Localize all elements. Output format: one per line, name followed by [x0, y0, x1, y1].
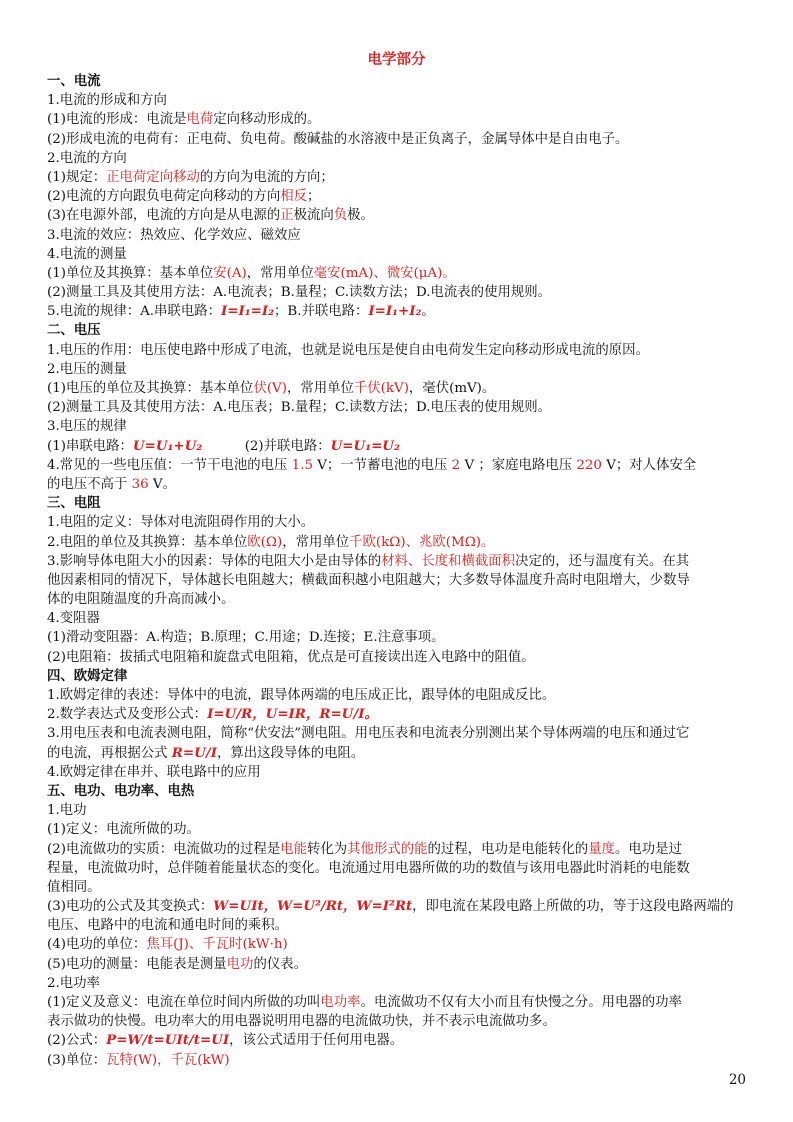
- text-segment: 一、电流: [47, 73, 101, 89]
- text-segment: 1.欧姆定律的表述：导体中的电流，跟导体两端的电压成正比，跟导体的电阻成反比。: [47, 688, 556, 703]
- text-segment: 1.电压的作用：电压使电路中形成了电流，也就是说电压是使自由电荷发生定向移动形成电流的原因。: [47, 342, 649, 358]
- text-line: [47, 398, 747, 417]
- text-segment: 4.常见的一些电压值：一节干电池的电压: [47, 457, 292, 473]
- text-segment: 电压、电路中的电流和通电时间的乘积。: [47, 918, 289, 934]
- text-line: [47, 648, 747, 667]
- text-line: [47, 168, 747, 187]
- text-segment: 四、欧姆定律: [47, 667, 128, 684]
- highlighted-text: 正: [280, 208, 294, 224]
- text-line: [47, 226, 747, 245]
- highlighted-text: 其他形式的能: [347, 841, 428, 857]
- highlighted-text: 电荷: [186, 112, 214, 128]
- text-segment: (5)电功的测量：电能表是测量: [47, 956, 227, 972]
- text-line: [47, 686, 747, 705]
- text-line: [47, 475, 747, 494]
- text-segment: 2.电功率: [47, 975, 100, 991]
- highlighted-text: I=I₁+I₂: [368, 303, 422, 320]
- text-segment: 2.数学表达式及变形公式：: [47, 707, 208, 723]
- highlighted-text: 焦耳(J)、千瓦时(kW·h): [146, 937, 288, 953]
- text-segment: (1)规定：: [47, 169, 107, 185]
- text-segment: (3)单位：: [47, 1052, 107, 1068]
- text-line: [47, 724, 747, 743]
- text-segment: 。电功是过: [614, 841, 682, 857]
- highlighted-text: U=U₁=U₂: [330, 437, 400, 454]
- highlighted-text: 36: [131, 476, 149, 492]
- text-segment: 的电压不高于: [47, 476, 132, 492]
- highlighted-text: 千伏(kV): [353, 381, 409, 396]
- highlighted-text: 伏(V): [253, 381, 287, 396]
- text-segment: ；B.并联电路：: [273, 304, 369, 320]
- text-line: [47, 206, 747, 225]
- text-line: [47, 878, 747, 897]
- highlighted-text: 2: [451, 457, 461, 473]
- text-segment: 2.电流的方向: [47, 150, 127, 166]
- text-line: [47, 552, 747, 571]
- text-line: [47, 744, 747, 763]
- text-segment: 三、电阻: [47, 495, 101, 512]
- text-line: [47, 590, 747, 609]
- text-segment: (2)测量工具及其使用方法：A.电流表；B.量程；C.读数方法；D.电流表的使用规则。: [47, 285, 552, 301]
- text-segment: V；对人体安全: [601, 457, 697, 473]
- text-line: [47, 955, 747, 974]
- text-segment: 2.电压的测量: [47, 361, 127, 377]
- highlighted-text: 安(A): [213, 265, 247, 281]
- text-segment: 1.电阻的定义：导体对电流阻碍作用的大小。: [47, 515, 315, 531]
- highlighted-text: P=W/t=UIt/t=UI: [106, 1032, 230, 1049]
- text-segment: 的过程，电功是电能转化的: [427, 841, 589, 857]
- text-segment: (2)公式：: [47, 1033, 107, 1049]
- text-segment: (3)在电源外部，电流的方向是从电源的: [47, 208, 281, 224]
- text-line: [47, 417, 747, 436]
- text-segment: 1.电流的形成和方向: [47, 93, 167, 109]
- text-line: [47, 437, 747, 456]
- text-line: [47, 1031, 747, 1050]
- text-segment: 的电流，再根据公式: [47, 745, 172, 761]
- text-segment: 的方向为电流的方向；: [199, 169, 334, 185]
- text-segment: 极流向: [293, 208, 334, 224]
- text-segment: 体的电阻随温度的升高而减小。: [47, 592, 235, 608]
- text-segment: (1)电压的单位及其换算：基本单位: [47, 381, 254, 396]
- text-segment: 1.电功: [47, 803, 87, 819]
- highlighted-text: 负: [333, 208, 348, 224]
- text-line: [47, 456, 747, 475]
- text-segment: ，该公式适用于任何用电器。: [229, 1033, 404, 1049]
- highlighted-text: 电功率: [320, 995, 361, 1010]
- text-segment: 4.变阻器: [47, 611, 100, 627]
- text-line: [47, 264, 747, 283]
- text-line: [47, 283, 747, 302]
- text-segment: 表示做功的快慢。电功率大的用电器说明用电器的电流做功快，并不表示电流做功多。: [47, 1014, 556, 1030]
- text-segment: 五、电功、电功率、电热: [47, 782, 195, 799]
- text-segment: 4.欧姆定律在串并、联电路中的应用: [47, 764, 261, 780]
- highlighted-text: 相反: [280, 189, 307, 205]
- section-heading: [47, 321, 747, 340]
- text-segment: 定向移动形成的。: [213, 112, 321, 128]
- text-segment: ，即电流在某段电路上所做的功，等于这段电路两端的: [412, 899, 734, 915]
- text-line: [47, 859, 747, 878]
- highlighted-text: 千欧(kΩ)、兆欧(MΩ)。: [349, 534, 495, 550]
- page-number: 20: [728, 1072, 746, 1088]
- text-line: [47, 187, 747, 206]
- highlighted-text: 电能: [280, 841, 307, 857]
- text-line: [47, 897, 747, 916]
- text-line: [47, 609, 747, 628]
- text-segment: 他因素相同的情况下，导体越长电阻越大；横截面积越小电阻越大；大多数导体温度升高时电阻增大，少数导: [47, 572, 690, 588]
- text-segment: (1)定义及意义：电流在单位时间内所做的功叫: [47, 995, 321, 1010]
- text-line: [47, 302, 747, 321]
- page-title: 电学部分: [367, 51, 426, 68]
- text-segment: (1)串联电路：: [47, 438, 133, 454]
- text-segment: (2)形成电流的电荷有：正电荷、负电荷。酸碱盐的水溶液中是正负离子，金属导体中是自由电子。: [47, 131, 629, 147]
- text-segment: ；: [307, 189, 321, 205]
- highlighted-text: 电功: [226, 956, 254, 972]
- text-segment: (1)电流的形成：电流是: [47, 112, 187, 128]
- section-heading: [47, 494, 747, 513]
- text-segment: (3)电功的公式及其变换式：: [47, 899, 214, 915]
- text-line: [47, 916, 747, 935]
- highlighted-text: 1.5: [291, 457, 313, 473]
- text-segment: (2)电流的方向跟负电荷定向移动的方向: [47, 189, 281, 205]
- text-line: [47, 820, 747, 839]
- text-segment: 极。: [347, 208, 374, 224]
- text-line: [47, 533, 747, 552]
- text-segment: ，算出这段导体的电阻。: [216, 745, 365, 761]
- text-segment: 决定的，还与温度有关。在其: [515, 553, 690, 569]
- section-heading: [47, 72, 747, 91]
- section-heading: [47, 782, 747, 801]
- text-segment: 3.用电压表和电流表测电阻，简称“伏安法”测电阻。用电压表和电流表分别测出某个导体两端的电压和通过它: [47, 726, 690, 742]
- text-segment: 4.电流的测量: [47, 246, 127, 262]
- highlighted-text: 欧(Ω): [247, 534, 283, 550]
- text-segment: 3.电压的规律: [47, 419, 127, 435]
- text-line: [47, 974, 747, 993]
- text-line: [47, 341, 747, 360]
- text-line: [47, 513, 747, 532]
- text-segment: 的仪表。: [253, 956, 307, 972]
- text-line: [47, 935, 747, 954]
- document-body: [47, 72, 747, 1070]
- text-line: [47, 993, 747, 1012]
- text-line: [47, 110, 747, 129]
- text-segment: ，常用单位: [246, 265, 314, 281]
- highlighted-text: R=U/I: [171, 744, 217, 761]
- text-segment: 程量，电流做功时，总伴随着能量状态的变化。电流通过用电器所做的功的数值与该用电器此时消耗的电能数: [47, 860, 690, 876]
- text-segment: 转化为: [307, 841, 348, 857]
- text-segment: 3.电流的效应：热效应、化学效应、磁效应: [47, 227, 301, 243]
- text-line: [47, 840, 747, 859]
- text-segment: (2)测量工具及其使用方法：A.电压表；B.量程；C.读数方法；D.电压表的使用规则。: [47, 400, 552, 416]
- highlighted-text: 220: [576, 457, 602, 473]
- text-segment: ，常用单位: [286, 381, 354, 396]
- section-heading: [47, 667, 747, 686]
- text-line: [47, 801, 747, 820]
- highlighted-text: 毫安(mA)、微安(μA)。: [313, 265, 456, 281]
- text-line: [47, 1012, 747, 1031]
- highlighted-text: U=U₁+U₂: [132, 437, 203, 454]
- text-segment: (1)滑动变阻器：A.构造；B.原理；C.用途；D.连接；E.注意事项。: [47, 630, 445, 646]
- text-line: [47, 360, 747, 379]
- text-line: [47, 245, 747, 264]
- text-segment: 。电流做功不仅有大小而且有快慢之分。用电器的功率: [360, 995, 682, 1010]
- text-segment: 。: [421, 304, 435, 320]
- highlighted-text: 材料、长度和横截面积: [381, 553, 516, 569]
- highlighted-text: 量度: [588, 841, 615, 857]
- text-segment: (1)单位及其换算：基本单位: [47, 265, 214, 281]
- text-segment: (4)电功的单位：: [47, 937, 147, 953]
- highlighted-text: 瓦特(W)，千瓦(kW): [106, 1052, 230, 1068]
- highlighted-text: W=UIt，W=U²/Rt，W=I²Rt: [213, 898, 413, 915]
- text-line: [47, 628, 747, 647]
- text-segment: (2)并联电路：: [202, 438, 331, 454]
- text-segment: V；一节蓄电池的电压: [312, 457, 452, 473]
- text-segment: (1)定义：电流所做的功。: [47, 822, 200, 838]
- text-segment: (2)电流做功的实质：电流做功的过程是: [47, 841, 281, 857]
- text-line: [47, 1051, 747, 1070]
- text-segment: V。: [148, 476, 176, 492]
- highlighted-text: 正电荷定向移动: [106, 169, 200, 185]
- highlighted-text: I=U/R，U=IR，R=U/I。: [207, 706, 378, 723]
- text-line: [47, 763, 747, 782]
- text-segment: V ；家庭电路电压: [460, 457, 577, 473]
- highlighted-text: I=I₁=I₂: [221, 303, 274, 320]
- text-line: [47, 379, 747, 398]
- text-line: [47, 705, 747, 724]
- text-segment: ，毫伏(mV)。: [408, 381, 496, 396]
- text-segment: (2)电阻箱：拔插式电阻箱和旋盘式电阻箱，优点是可直接读出连入电路中的阻值。: [47, 649, 535, 665]
- text-line: [47, 130, 747, 149]
- text-segment: 2.电阻的单位及其换算：基本单位: [47, 534, 248, 550]
- text-segment: 3.影响导体电阻大小的因素：导体的电阻大小是由导体的: [47, 553, 382, 569]
- text-segment: 值相同。: [47, 879, 101, 895]
- text-line: [47, 149, 747, 168]
- text-line: [47, 571, 747, 590]
- text-segment: 5.电流的规律：A.串联电路：: [47, 304, 221, 320]
- text-segment: 二、电压: [47, 322, 101, 339]
- text-line: [47, 91, 747, 110]
- text-segment: ，常用单位: [282, 534, 350, 550]
